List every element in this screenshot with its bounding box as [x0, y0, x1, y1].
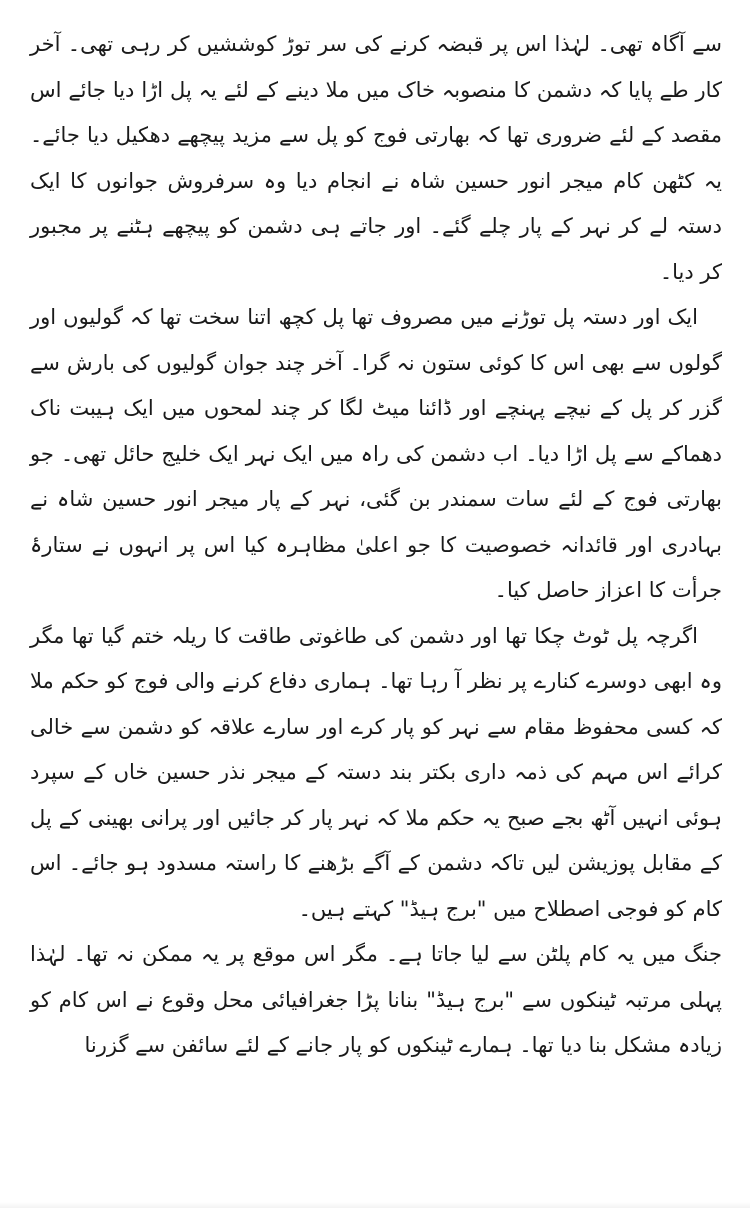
page-bottom-edge	[0, 1202, 750, 1208]
paragraph-3: اگرچہ پل ٹوٹ چکا تھا اور دشمن کی طاغوتی طاقت کا ریلہ ختم گیا تھا مگر وہ ابھی دوسرے کنارے پر نظر آ رہا تھا۔ ہماری دفاع کرنے والی فوج کو حکم ملا کہ کسی محفوظ مقام سے نہر کو پار کرے اور سارے علاقہ کو دشمن سے خالی کرائے اس مہم کی ذمہ داری بکتر بند دستہ کے میجر نذر حسین خاں کے سپرد ہوئی انہیں آٹھ بجے صبح یہ حکم ملا کہ نہر پار کر جائیں اور پرانی بھینی کے پل کے مقابل پوزیشن لیں تاکہ دشمن کے آگے بڑھنے کا راستہ مسدود ہو جائے۔ اس کام کو فوجی اصطلاح میں "برج ہیڈ" کہتے ہیں۔	[30, 623, 722, 921]
paragraph-4: جنگ میں یہ کام پلٹن سے لیا جاتا ہے۔ مگر اس موقع پر یہ ممکن نہ تھا۔ لہٰذا پہلی مرتبہ ٹینکوں سے "برج ہیڈ" بنانا پڑا جغرافیائی محل وقوع نے اس کام کو زیادہ مشکل بنا دیا تھا۔ ہمارے ٹینکوں کو پار جانے کے لئے سائفن سے گزرنا	[30, 942, 722, 1057]
paragraph-2: ایک اور دستہ پل توڑنے میں مصروف تھا پل کچھ اتنا سخت تھا کہ گولیوں اور گولوں سے بھی اس کا کوئی ستون نہ گرا۔ آخر چند جوان گولیوں کی بارش سے گزر کر پل کے نیچے پہنچے اور ڈائنا میٹ لگا کر چند لمحوں میں ایک ہیبت ناک دھماکے سے پل اڑا دیا۔ اب دشمن کی راہ میں ایک نہر ایک خلیج حائل تھی۔ جو بھارتی فوج کے لئے سات سمندر بن گئی، نہر کے پار میجر انور حسین شاہ نے بہادری اور قائدانہ خصوصیت کا جو اعلیٰ مظاہرہ کیا اس پر انہوں نے ستارۂ جرأت کا اعزاز حاصل کیا۔	[30, 305, 722, 602]
body-text	[30, 22, 722, 1069]
paragraph-1: سے آگاہ تھی۔ لہٰذا اس پر قبضہ کرنے کی سر توڑ کوششیں کر رہی تھی۔ آخر کار طے پایا کہ دشمن کا منصوبہ خاک میں ملا دینے کے لئے یہ پل اڑا دیا جائے اس مقصد کے لئے ضروری تھا کہ بھارتی فوج کو پل سے مزید پیچھے دھکیل دیا جائے۔ یہ کٹھن کام میجر انور حسین شاہ نے انجام دیا وہ سرفروش جوانوں کا ایک دستہ لے کر نہر کے پار چلے گئے۔ اور جاتے ہی دشمن کو پیچھے ہٹنے پر مجبور کر دیا۔	[30, 32, 722, 284]
